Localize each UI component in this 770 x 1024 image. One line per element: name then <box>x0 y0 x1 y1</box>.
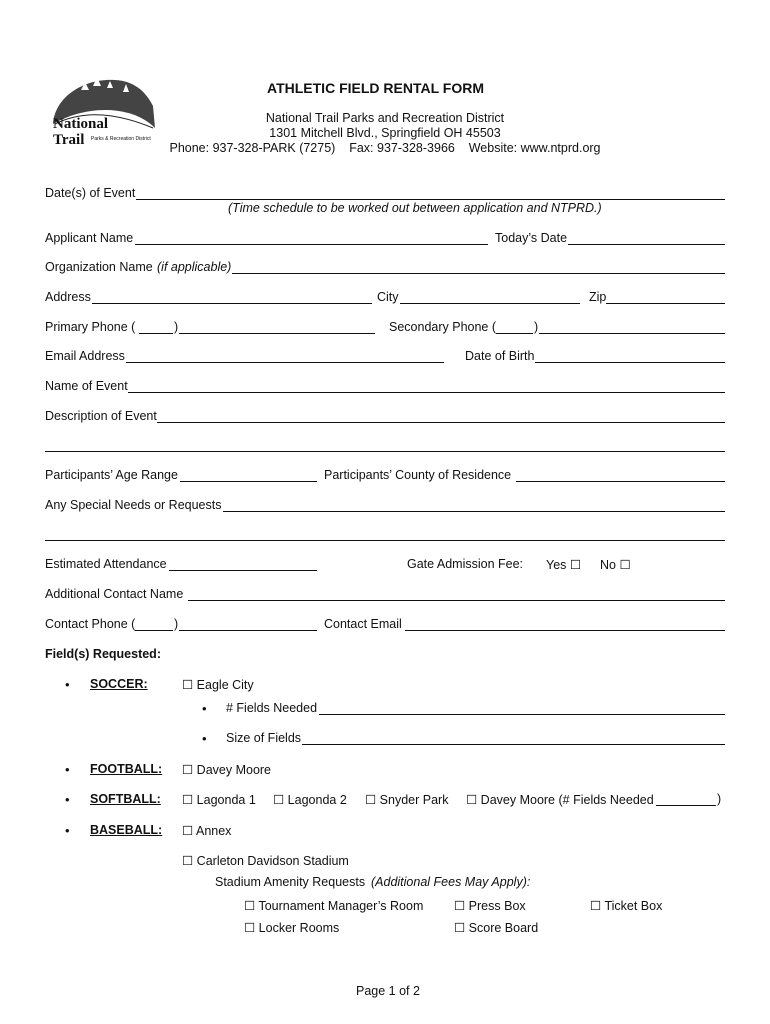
bullet: • <box>65 823 70 838</box>
softball-lagonda1-checkbox[interactable]: ☐ Lagonda 1 <box>182 793 256 807</box>
bullet: • <box>202 701 207 716</box>
dates-label: Date(s) of Event <box>45 186 136 200</box>
softball-close-paren: ) <box>717 792 722 806</box>
amenity-heading: Stadium Amenity Requests <box>215 875 366 889</box>
contact-phone-label: Contact Phone ( <box>45 617 136 631</box>
additional-contact-label: Additional Contact Name <box>45 587 184 601</box>
dob-field[interactable] <box>535 362 725 363</box>
baseball-label: BASEBALL: <box>90 823 163 837</box>
dob-label: Date of Birth <box>465 349 535 363</box>
todays-date-field[interactable] <box>568 244 725 245</box>
gate-fee-no-checkbox[interactable]: No ☐ <box>600 558 631 572</box>
age-range-field[interactable] <box>180 481 317 482</box>
age-range-label: Participants’ Age Range <box>45 468 178 482</box>
fields-requested-heading: Field(s) Requested: <box>45 647 161 661</box>
logo-name-line2: Trail <box>53 132 85 148</box>
soccer-size-field[interactable] <box>302 744 725 745</box>
county-label: Participants’ County of Residence <box>324 468 512 482</box>
org-address: 1301 Mitchell Blvd., Springfield OH 45503 <box>269 126 501 140</box>
county-field[interactable] <box>516 481 725 482</box>
press-box-checkbox[interactable]: ☐ Press Box <box>454 899 526 913</box>
additional-contact-field[interactable] <box>188 600 725 601</box>
email-label: Email Address <box>45 349 125 363</box>
bullet: • <box>65 792 70 807</box>
attendance-field[interactable] <box>169 570 317 571</box>
primary-phone-label: Primary Phone ( <box>45 320 136 334</box>
bullet: • <box>65 677 70 692</box>
soccer-size-label: Size of Fields <box>226 731 302 745</box>
primary-phone-paren: ) <box>174 320 179 334</box>
address-label: Address <box>45 290 91 304</box>
city-label: City <box>377 290 399 304</box>
applicant-name-label: Applicant Name <box>45 231 134 245</box>
city-field[interactable] <box>400 303 580 304</box>
contact-email-field[interactable] <box>405 630 725 631</box>
baseball-annex-checkbox[interactable]: ☐ Annex <box>182 824 232 838</box>
special-needs-field-line2[interactable] <box>45 540 725 541</box>
football-label: FOOTBALL: <box>90 762 163 776</box>
contact-phone-paren: ) <box>174 617 179 631</box>
secondary-phone-label: Secondary Phone ( <box>389 320 497 334</box>
primary-phone-field[interactable] <box>179 333 375 334</box>
softball-snyder-park-checkbox[interactable]: ☐ Snyder Park <box>365 793 449 807</box>
baseball-carleton-checkbox[interactable]: ☐ Carleton Davidson Stadium <box>182 854 349 868</box>
locker-rooms-checkbox[interactable]: ☐ Locker Rooms <box>244 921 340 935</box>
softball-label: SOFTBALL: <box>90 792 161 806</box>
bullet: • <box>202 731 207 746</box>
tournament-room-checkbox[interactable]: ☐ Tournament Manager’s Room <box>244 899 424 913</box>
page-number: Page 1 of 2 <box>356 984 420 998</box>
football-davey-moore-checkbox[interactable]: ☐ Davey Moore <box>182 763 272 777</box>
logo-name-line1: National <box>53 116 109 132</box>
primary-phone-area-field[interactable] <box>139 333 173 334</box>
ticket-box-checkbox[interactable]: ☐ Ticket Box <box>590 899 663 913</box>
applicant-name-field[interactable] <box>135 244 488 245</box>
dates-field[interactable] <box>136 199 725 200</box>
secondary-phone-area-field[interactable] <box>496 333 533 334</box>
bullet: • <box>65 762 70 777</box>
if-applicable-note: (if applicable) <box>157 260 232 274</box>
gate-fee-yes-checkbox[interactable]: Yes ☐ <box>546 558 582 572</box>
special-needs-label: Any Special Needs or Requests <box>45 498 222 512</box>
softball-davey-moore-checkbox[interactable]: ☐ Davey Moore (# Fields Needed <box>466 793 654 807</box>
address-field[interactable] <box>92 303 372 304</box>
contact-email-label: Contact Email <box>324 617 402 631</box>
time-note: (Time schedule to be worked out between application and NTPRD.) <box>228 201 602 215</box>
soccer-eagle-city-checkbox[interactable]: ☐ Eagle City <box>182 678 254 692</box>
event-name-label: Name of Event <box>45 379 128 393</box>
email-field[interactable] <box>126 362 444 363</box>
org-contact: Phone: 937-328-PARK (7275) Fax: 937-328-3966 Website: www.ntprd.org <box>169 141 601 155</box>
score-board-checkbox[interactable]: ☐ Score Board <box>454 921 539 935</box>
secondary-phone-field[interactable] <box>539 333 725 334</box>
form-title: ATHLETIC FIELD RENTAL FORM <box>267 80 484 96</box>
description-label: Description of Event <box>45 409 157 423</box>
description-field-line2[interactable] <box>45 451 725 452</box>
soccer-fields-needed-field[interactable] <box>319 714 725 715</box>
zip-label: Zip <box>589 290 607 304</box>
todays-date-label: Today’s Date <box>495 231 568 245</box>
softball-lagonda2-checkbox[interactable]: ☐ Lagonda 2 <box>273 793 347 807</box>
event-name-field[interactable] <box>128 392 725 393</box>
soccer-label: SOCCER: <box>90 677 148 691</box>
gate-fee-label: Gate Admission Fee: <box>407 557 524 571</box>
softball-fields-needed-field[interactable] <box>656 805 716 806</box>
secondary-phone-paren: ) <box>534 320 539 334</box>
logo-tagline: Parks & Recreation District <box>91 136 151 142</box>
attendance-label: Estimated Attendance <box>45 557 167 571</box>
contact-phone-area-field[interactable] <box>135 630 173 631</box>
special-needs-field[interactable] <box>223 511 725 512</box>
org-name: National Trail Parks and Recreation District <box>265 111 505 125</box>
organization-label: Organization Name <box>45 260 153 274</box>
zip-field[interactable] <box>606 303 725 304</box>
contact-phone-field[interactable] <box>179 630 317 631</box>
amenity-note: (Additional Fees May Apply): <box>371 875 531 889</box>
description-field[interactable] <box>157 422 725 423</box>
soccer-fields-needed-label: # Fields Needed <box>226 701 318 715</box>
organization-field[interactable] <box>232 273 725 274</box>
